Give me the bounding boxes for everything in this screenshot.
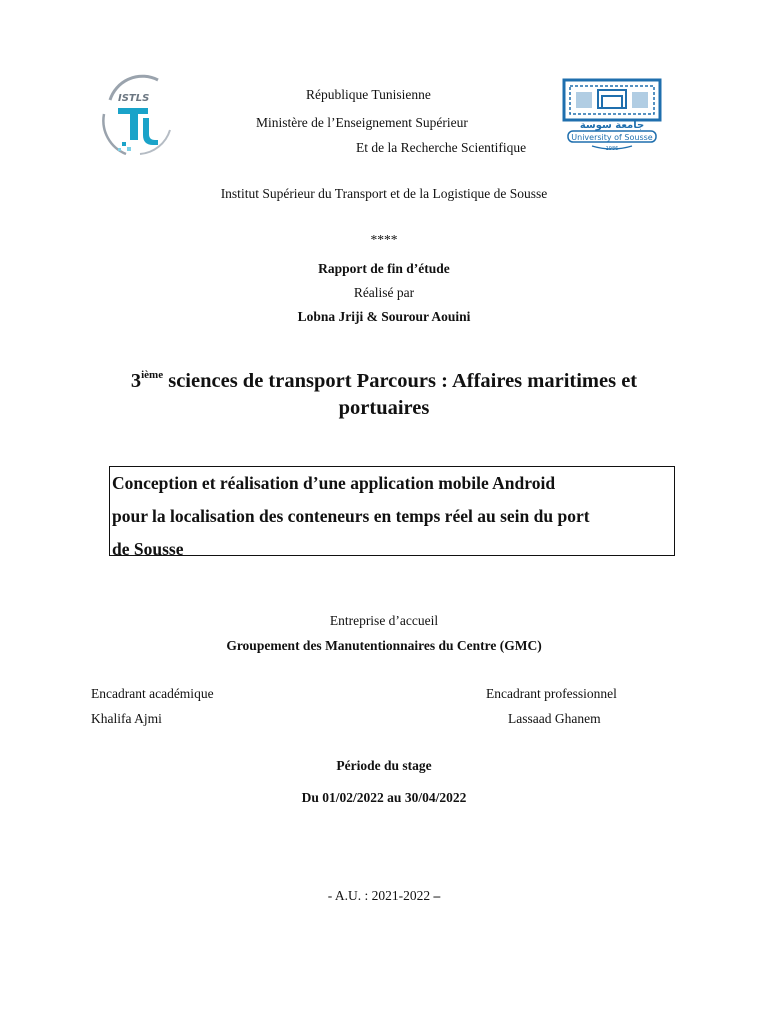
professional-supervisor-label: Encadrant professionnel bbox=[486, 686, 617, 701]
svg-text:1986: 1986 bbox=[605, 146, 619, 152]
academic-supervisor-label: Encadrant académique bbox=[91, 686, 214, 701]
republic-label: République Tunisienne bbox=[306, 87, 431, 102]
institute-name: Institut Supérieur du Transport et de la Logistique de Sousse bbox=[220, 186, 548, 201]
project-line3: de Sousse bbox=[112, 539, 184, 559]
svg-text:جامعة سوسة: جامعة سوسة bbox=[579, 120, 645, 131]
project-line1: Conception et réalisation d’une application mobile Android bbox=[112, 473, 556, 493]
separator: **** bbox=[370, 232, 398, 247]
university-of-sousse-seal-icon bbox=[562, 78, 672, 152]
program-title-line1 bbox=[0, 362, 768, 395]
ministry-line1: Ministère de l’Enseignement Supérieur bbox=[256, 115, 468, 130]
project-title-box bbox=[109, 466, 675, 559]
report-type: Rapport de fin d’étude bbox=[318, 261, 450, 276]
project-line2: pour la localisation des conteneurs en temps réel au sein du port bbox=[112, 506, 590, 526]
company-name: Groupement des Manutentionnaires du Centre (GMC) bbox=[226, 638, 542, 653]
program-title-line2: portuaires bbox=[338, 397, 430, 419]
company-label: Entreprise d’accueil bbox=[329, 613, 439, 628]
ministry-line2: Et de la Recherche Scientifique bbox=[356, 140, 527, 155]
program-superscript: ième bbox=[141, 369, 164, 381]
istls-logo-icon bbox=[96, 70, 176, 162]
period-label: Période du stage bbox=[336, 758, 432, 773]
realise-par-label: Réalisé par bbox=[353, 285, 415, 300]
period-dates: Du 01/02/2022 au 30/04/2022 bbox=[301, 790, 467, 805]
academic-year-suffix: – bbox=[433, 888, 441, 903]
professional-supervisor-name: Lassaad Ghanem bbox=[508, 711, 601, 726]
program-title bbox=[0, 362, 768, 422]
authors: Lobna Jriji & Sourour Aouini bbox=[297, 309, 471, 324]
svg-text:University of Sousse: University of Sousse bbox=[571, 133, 653, 142]
academic-year bbox=[0, 888, 768, 904]
svg-text:ISTLS: ISTLS bbox=[118, 93, 150, 104]
program-line1-rest: sciences de transport Parcours : Affaires maritimes et bbox=[163, 370, 638, 392]
academic-supervisor-name: Khalifa Ajmi bbox=[91, 711, 162, 726]
program-number: 3 bbox=[130, 370, 142, 392]
academic-year-prefix: - A.U. : 2021-2022 bbox=[327, 888, 434, 903]
